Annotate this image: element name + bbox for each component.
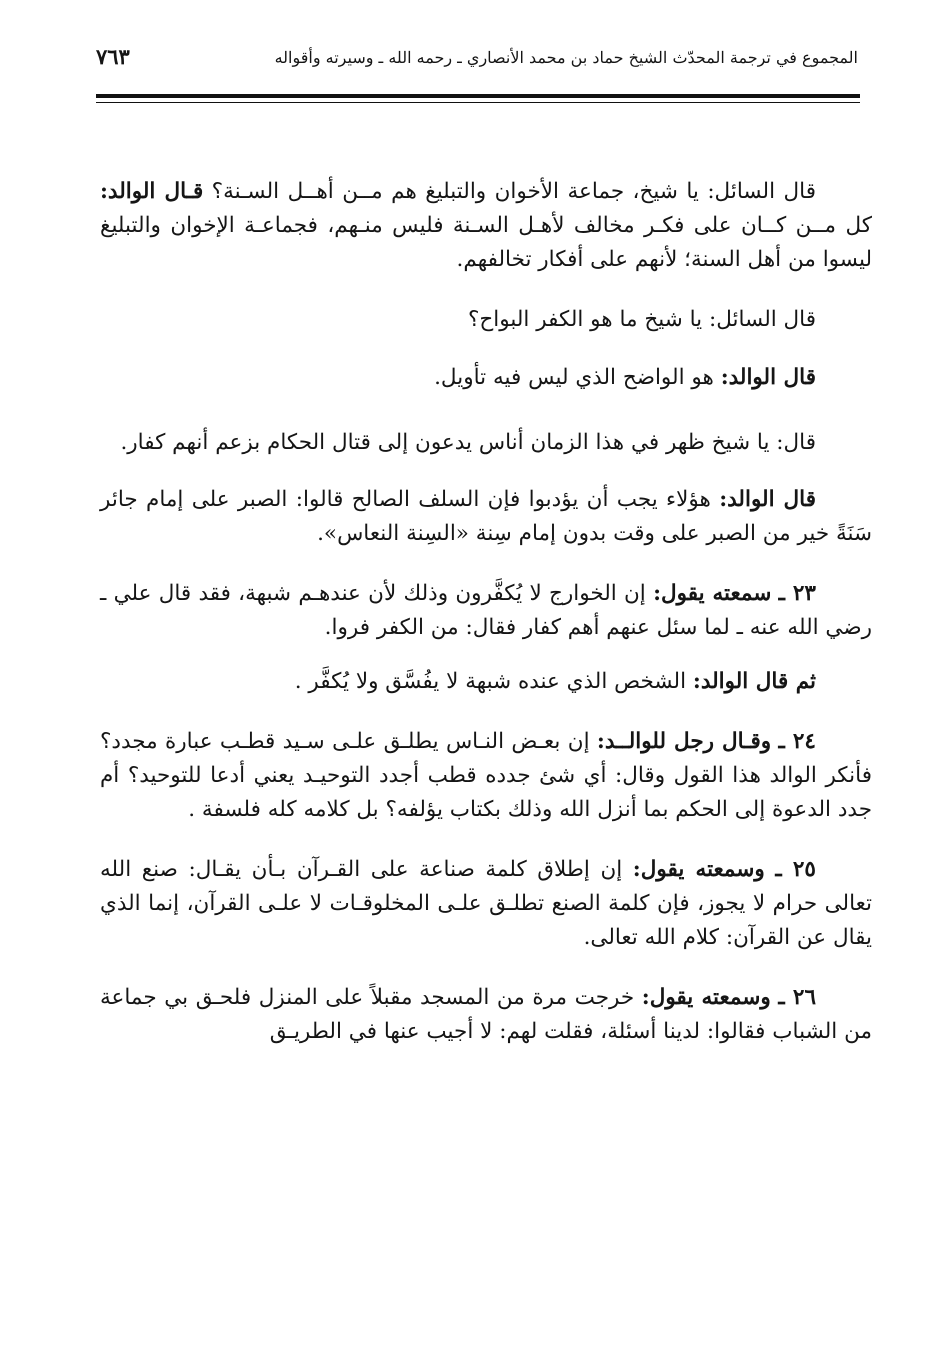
paragraph-24	[100, 725, 872, 827]
paragraph-25	[100, 853, 872, 955]
header-rule-thick	[96, 94, 860, 98]
paragraph-text: خرجت مرة من المسجد مقبلاً على المنزل فلحـق بي جماعة من الشباب فقالوا: لدينا أسئلة، فقلت لهم: لا أجيب عنها في الطريـق	[100, 985, 872, 1044]
paragraph-23	[100, 577, 872, 645]
paragraph-text: قال السائل: يا شيخ ما هو الكفر البواح؟	[468, 307, 816, 332]
item-number: ٢٥ ـ	[775, 857, 816, 882]
paragraph-26	[100, 981, 872, 1049]
speaker-label: ثم قال الوالد:	[692, 669, 816, 694]
paragraph-1	[100, 175, 872, 277]
speaker-label: وسمعته يقول:	[641, 985, 771, 1010]
paragraph-5	[100, 483, 872, 551]
paragraph-4	[100, 417, 872, 469]
paragraph-text: كل مــن كــان على فكـر مخالف لأهـل السـنة فليس منـهم، فجماعـة الإخوان والتبليغ ليسوا من أهل السنة؛ لأنهم على أفكار تخالفهم.	[100, 213, 872, 272]
running-title: المجموع في ترجمة المحدّث الشيخ حماد بن محمد الأنصاري ـ رحمه الله ـ وسيرته وأقواله	[274, 48, 858, 67]
page-header	[96, 44, 858, 78]
paragraph-text: قال السائل: يا شيخ، جماعة الأخوان والتبليغ هم مــن أهــل السـنة؟	[203, 179, 816, 204]
item-number: ٢٣ ـ	[778, 581, 816, 606]
paragraph-text: هو الواضح الذي ليس فيه تأويل.	[434, 365, 721, 390]
speaker-label: وسمعته يقول:	[632, 857, 765, 882]
paragraph-text: قال: يا شيخ ظهر في هذا الزمان أناس يدعون إلى قتال الحكام بزعم أنهم كفار.	[120, 430, 816, 455]
paragraph-text: إن إطلاق كلمة صناعة على القـرآن بـأن يقـال: صنع الله تعالى حرام لا يجوز، فإن كلمة الصنع تطلـق علـى المخلوقـات لا علـى القرآن، إنما الذي يقال عن القرآن: كلام الله تعالى.	[100, 857, 872, 950]
paragraph-3	[100, 361, 872, 395]
item-number: ٢٤ ـ	[778, 729, 816, 754]
speaker-label: وقـال رجل للوالــد:	[596, 729, 772, 754]
header-rule-thin	[96, 102, 860, 103]
speaker-label: قال الوالد:	[720, 365, 816, 390]
paragraph-6	[100, 665, 872, 699]
paragraph-2	[100, 303, 872, 337]
speaker-label: سمعته يقول:	[653, 581, 772, 606]
item-number: ٢٦ ـ	[778, 985, 816, 1010]
paragraph-text: إن بعـض النـاس يطلـق علـى سـيد قطـب عبارة مجدد؟ فأنكر الوالد هذا القول وقال: أي شئ جدده قطب أجدد التوحيـد يعني أدعا للتوحيد؟ أم جدد الدعوة إلى الحكم بما أنزل الله وذلك بكتاب يؤلفه؟ بل كلامه كله فلسفة .	[100, 729, 872, 822]
speaker-label: قـال الوالد:	[100, 179, 204, 204]
page-number: ٧٦٣	[96, 44, 130, 69]
paragraph-text: هؤلاء يجب أن يؤدبوا فإن السلف الصالح قالوا: الصبر على إمام جائر سَنَةً خير من الصبر على وقت بدون إمام سِنة «السِنة النعاس».	[100, 487, 872, 546]
paragraph-text: الشخص الذي عنده شبهة لا يفُسَّق ولا يُكفَّر .	[294, 669, 693, 694]
paragraph-text: إن الخوارج لا يُكفَّرون وذلك لأن عندهـم شبهة، فقد قال علي ـ رضي الله عنه ـ لما سئل عنهم أهم كفار فقال: من الكفر فروا.	[100, 581, 872, 640]
speaker-label: قال الوالد:	[719, 487, 817, 512]
page-body	[100, 175, 872, 1075]
